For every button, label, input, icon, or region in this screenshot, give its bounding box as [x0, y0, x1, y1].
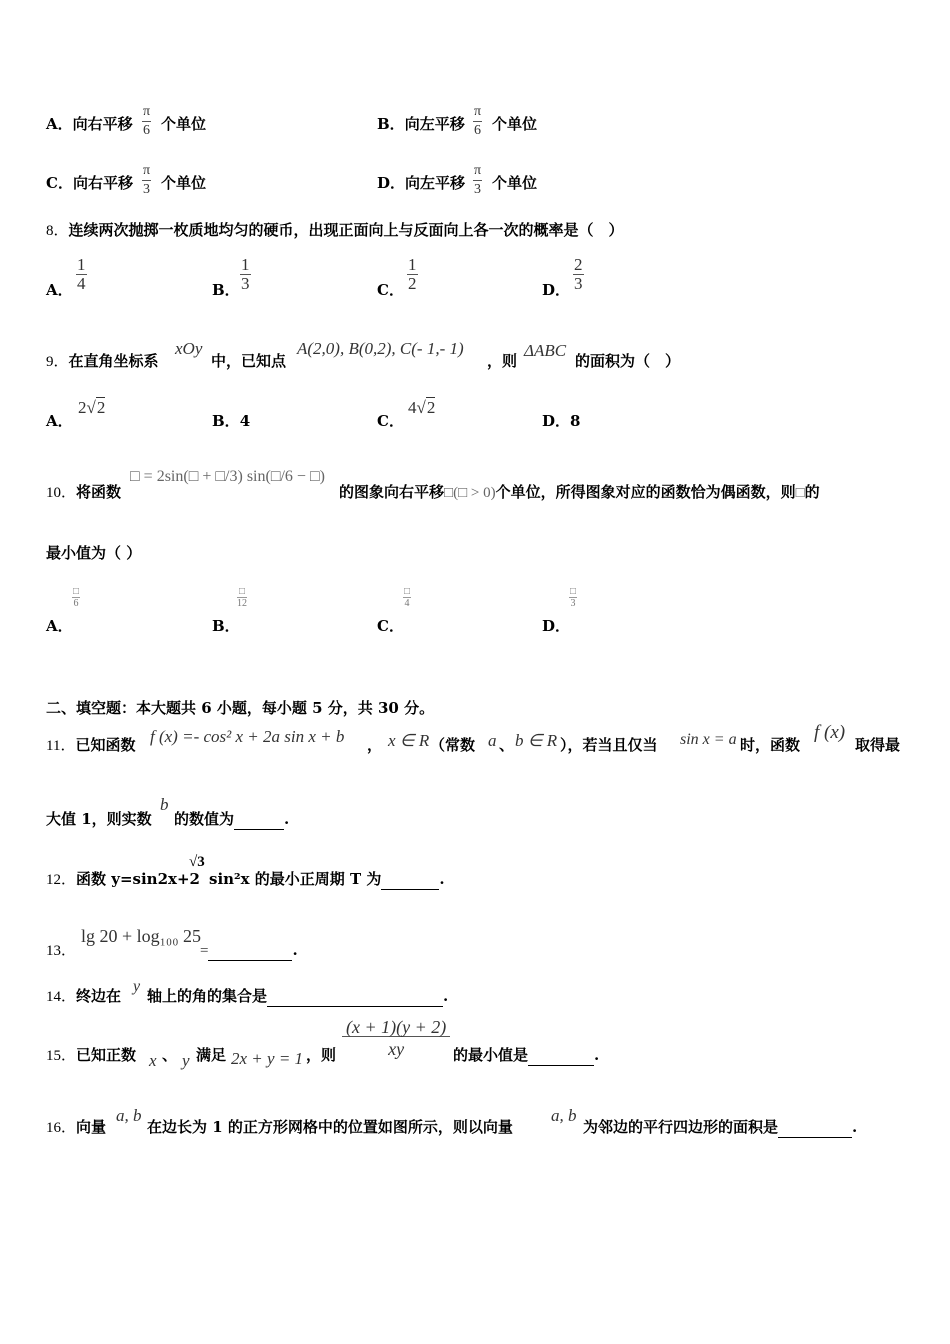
q7-option-d[interactable]: [377, 173, 465, 193]
math-function: f (x) =- cos² x + 2a sin x + b: [150, 727, 345, 746]
answer-blank[interactable]: [208, 940, 292, 961]
question-number: 16．: [46, 1120, 77, 1136]
math-triangle: ΔABC: [524, 341, 567, 360]
period: .: [594, 1046, 600, 1064]
numerator: π: [142, 162, 151, 181]
math-b: b: [160, 795, 169, 814]
denominator: 12: [237, 598, 247, 609]
denominator: 6: [73, 598, 79, 609]
fraction-pi-3: [473, 162, 482, 199]
fraction-pi-6: [473, 103, 482, 140]
stem-text: ，: [367, 736, 383, 754]
q14-stem: [46, 986, 121, 1007]
q10-option-d[interactable]: D．: [542, 617, 571, 635]
answer-blank[interactable]: [234, 809, 284, 830]
option-value: 8: [570, 412, 581, 430]
question-text: 连续两次抛掷一枚质地均匀的硬币，出现正面向上与反面向上各一次的概率是（ ）: [68, 221, 624, 239]
option-label: B．: [212, 412, 240, 430]
stem-text: 、: [162, 1046, 178, 1064]
period: .: [443, 987, 449, 1005]
math-xoy: xOy: [175, 339, 203, 358]
radicand: 2: [96, 398, 106, 417]
q8-option-d[interactable]: D．: [542, 281, 571, 299]
q15-answer: [453, 1045, 599, 1066]
period: .: [292, 941, 298, 959]
denominator: 3: [570, 598, 576, 609]
stem-text: 取得最: [855, 736, 901, 754]
radicand: 2: [426, 398, 436, 417]
math-log-expression: lg 20 + log₁₀₀ 25: [81, 926, 201, 946]
numerator: 1: [77, 255, 86, 274]
fraction: [72, 586, 80, 609]
q9-option-c[interactable]: C．: [377, 412, 404, 430]
numerator: □: [570, 586, 577, 597]
q13-answer: [200, 940, 298, 961]
stem-text: 个单位，所得图象对应的函数恰为偶函数，则: [495, 483, 796, 501]
q16-stem: [46, 1117, 106, 1138]
stem-text: ），若当且仅当: [560, 736, 658, 754]
fraction: [403, 586, 411, 609]
math-shift: □(□ > 0): [444, 485, 496, 501]
denominator: xy: [388, 1039, 405, 1059]
period: .: [284, 810, 290, 828]
q8-option-c[interactable]: C．: [377, 281, 404, 299]
stem-text: 在直角坐标系: [68, 352, 159, 370]
denominator: 4: [404, 598, 410, 609]
q16-answer: [583, 1117, 857, 1138]
option-label: B．: [377, 115, 405, 133]
stem-text: ，则: [487, 352, 518, 370]
math-function-formula: □ = 2sin(□ + □/3) sin(□/6 − □): [130, 468, 325, 485]
q13-stem: [46, 940, 76, 961]
fraction-pi-3: [142, 162, 151, 199]
fraction: [569, 586, 577, 609]
math-vectors-ab: a, b: [551, 1106, 577, 1125]
answer-blank[interactable]: [528, 1045, 594, 1066]
coefficient: 4: [408, 398, 417, 417]
period: .: [439, 870, 445, 888]
option-text: 向左平移: [405, 174, 466, 192]
option-label: D．: [377, 174, 406, 192]
stem-text: 的面积为（ ）: [575, 352, 681, 370]
question-number: 13．: [46, 943, 77, 959]
answer-blank[interactable]: [778, 1117, 852, 1138]
q8-option-b[interactable]: B．: [212, 281, 240, 299]
numerator: □: [404, 586, 411, 597]
denominator: 3: [574, 274, 583, 293]
q10-option-b[interactable]: B．: [212, 617, 240, 635]
math-4-sqrt2: 4√2: [408, 398, 436, 417]
q15-stem: [46, 1045, 136, 1066]
stem-text: 时，函数: [740, 736, 801, 754]
q10-stem: [46, 482, 121, 503]
stem-text: 的: [804, 483, 820, 501]
equals: =: [200, 943, 209, 959]
stem-text: 大值 1，则实数: [46, 810, 152, 828]
numerator: π: [473, 103, 482, 122]
option-label: A．: [46, 115, 73, 133]
fraction: [407, 256, 418, 293]
option-label: D．: [542, 412, 571, 430]
q11-stem-line2: [46, 809, 152, 829]
option-text: 向右平移: [72, 115, 133, 133]
q12-stem-cont: [209, 869, 445, 890]
stem-text: 轴上的角的集合是: [147, 987, 268, 1005]
period: .: [852, 1118, 858, 1136]
q10-option-c[interactable]: C．: [377, 617, 404, 635]
numerator: □: [73, 586, 80, 597]
section-heading: 二、填空题：本大题共 6 小题，每小题 5 分，共 30 分。: [46, 699, 435, 717]
q10-stem-line2: 最小值为（ ）: [46, 544, 142, 562]
math-y: y: [182, 1051, 190, 1070]
stem-text: 在边长为 1 的正方形网格中的位置如图所示，则以向量: [147, 1118, 513, 1136]
math-fx: f (x): [814, 722, 846, 743]
denominator: 3: [143, 182, 151, 197]
fraction: [76, 256, 87, 293]
q7-d-unit: 个单位: [492, 174, 538, 192]
q11-answer: [174, 809, 289, 830]
coefficient: 2: [78, 398, 87, 417]
stem-text: 将函数: [76, 483, 122, 501]
math-x: x: [149, 1051, 157, 1070]
question-number: 10．: [46, 485, 77, 501]
answer-blank[interactable]: [267, 986, 443, 1007]
denominator: 6: [143, 123, 151, 138]
q8-option-a[interactable]: A．: [46, 281, 73, 299]
question-number: 11．: [46, 738, 76, 754]
math-condition: 2x + y = 1: [231, 1049, 304, 1068]
stem-text: 的数值为: [174, 810, 235, 828]
q7-c-unit: 个单位: [161, 174, 207, 192]
q14-answer: [147, 986, 448, 1007]
q7-a-unit: 个单位: [161, 115, 207, 133]
option-text: 向右平移: [72, 174, 133, 192]
q10-stem-cont: [339, 482, 820, 503]
stem-text: 为邻边的平行四边形的面积是: [583, 1118, 779, 1136]
q11-stem: [46, 735, 135, 756]
stem-text: 中，已知点: [211, 352, 287, 370]
stem-text: 函数 y=sin2x+2: [76, 870, 200, 888]
fraction: [237, 586, 247, 609]
numerator: 1: [408, 255, 417, 274]
stem-text: 满足: [196, 1046, 227, 1064]
option-value: 4: [239, 412, 251, 430]
math-points: A(2,0), B(0,2), C(- 1,- 1): [297, 339, 464, 358]
answer-blank[interactable]: [381, 869, 439, 890]
question-number: 12．: [46, 872, 77, 888]
q7-option-a[interactable]: [46, 114, 133, 134]
question-number: 8．: [46, 223, 69, 239]
numerator: 2: [574, 255, 583, 274]
q9-option-d[interactable]: [542, 411, 580, 431]
q10-option-a[interactable]: A．: [46, 617, 73, 635]
fraction: [240, 256, 251, 293]
q7-option-c[interactable]: [46, 173, 133, 193]
math-domain: x ∈ R: [388, 731, 430, 750]
stem-text: 向量: [76, 1118, 107, 1136]
stem-text: 的图象向右平移: [339, 483, 445, 501]
q7-b-unit: 个单位: [492, 115, 538, 133]
numerator: (x + 1)(y + 2): [342, 1018, 450, 1037]
math-y: y: [133, 978, 141, 995]
stem-text: 终边在: [76, 987, 122, 1005]
q12-stem: [46, 869, 200, 890]
question-number: 9．: [46, 354, 69, 370]
fraction-expression: [342, 1018, 450, 1061]
question-number: 14．: [46, 989, 77, 1005]
q9-stem: [46, 351, 159, 372]
fraction-pi-6: [142, 103, 151, 140]
numerator: □: [238, 586, 246, 597]
denominator: 3: [474, 182, 482, 197]
math-vectors-ab: a, b: [116, 1106, 142, 1125]
option-text: 向左平移: [404, 115, 465, 133]
q9-option-a[interactable]: A．: [46, 412, 73, 430]
numerator: π: [473, 162, 482, 181]
math-2-sqrt2: 2√2: [78, 398, 106, 417]
fraction: [573, 256, 584, 293]
numerator: 1: [241, 255, 250, 274]
math-box: □: [795, 485, 805, 501]
q7-option-b[interactable]: [377, 114, 465, 134]
stem-text: 、: [499, 736, 515, 754]
denominator: 2: [408, 274, 417, 293]
stem-text: sin²x 的最小正周期 T 为: [209, 870, 382, 888]
question-number: 15．: [46, 1048, 77, 1064]
denominator: 3: [241, 274, 250, 293]
math-sqrt3: √3: [189, 854, 205, 870]
math-condition: sin x = a: [680, 731, 737, 748]
stem-text: 已知函数: [75, 736, 136, 754]
math-a: a: [488, 731, 497, 750]
numerator: π: [142, 103, 151, 122]
q8-stem: [46, 220, 624, 241]
q9-option-b[interactable]: [212, 411, 250, 431]
denominator: 6: [474, 123, 482, 138]
stem-text: 的最小值是: [453, 1046, 529, 1064]
stem-text: 已知正数: [76, 1046, 137, 1064]
stem-text: （常数: [430, 736, 476, 754]
stem-text: ，则: [306, 1046, 337, 1064]
option-label: C．: [46, 174, 73, 192]
math-b-in-r: b ∈ R: [515, 731, 558, 750]
denominator: 4: [77, 274, 86, 293]
